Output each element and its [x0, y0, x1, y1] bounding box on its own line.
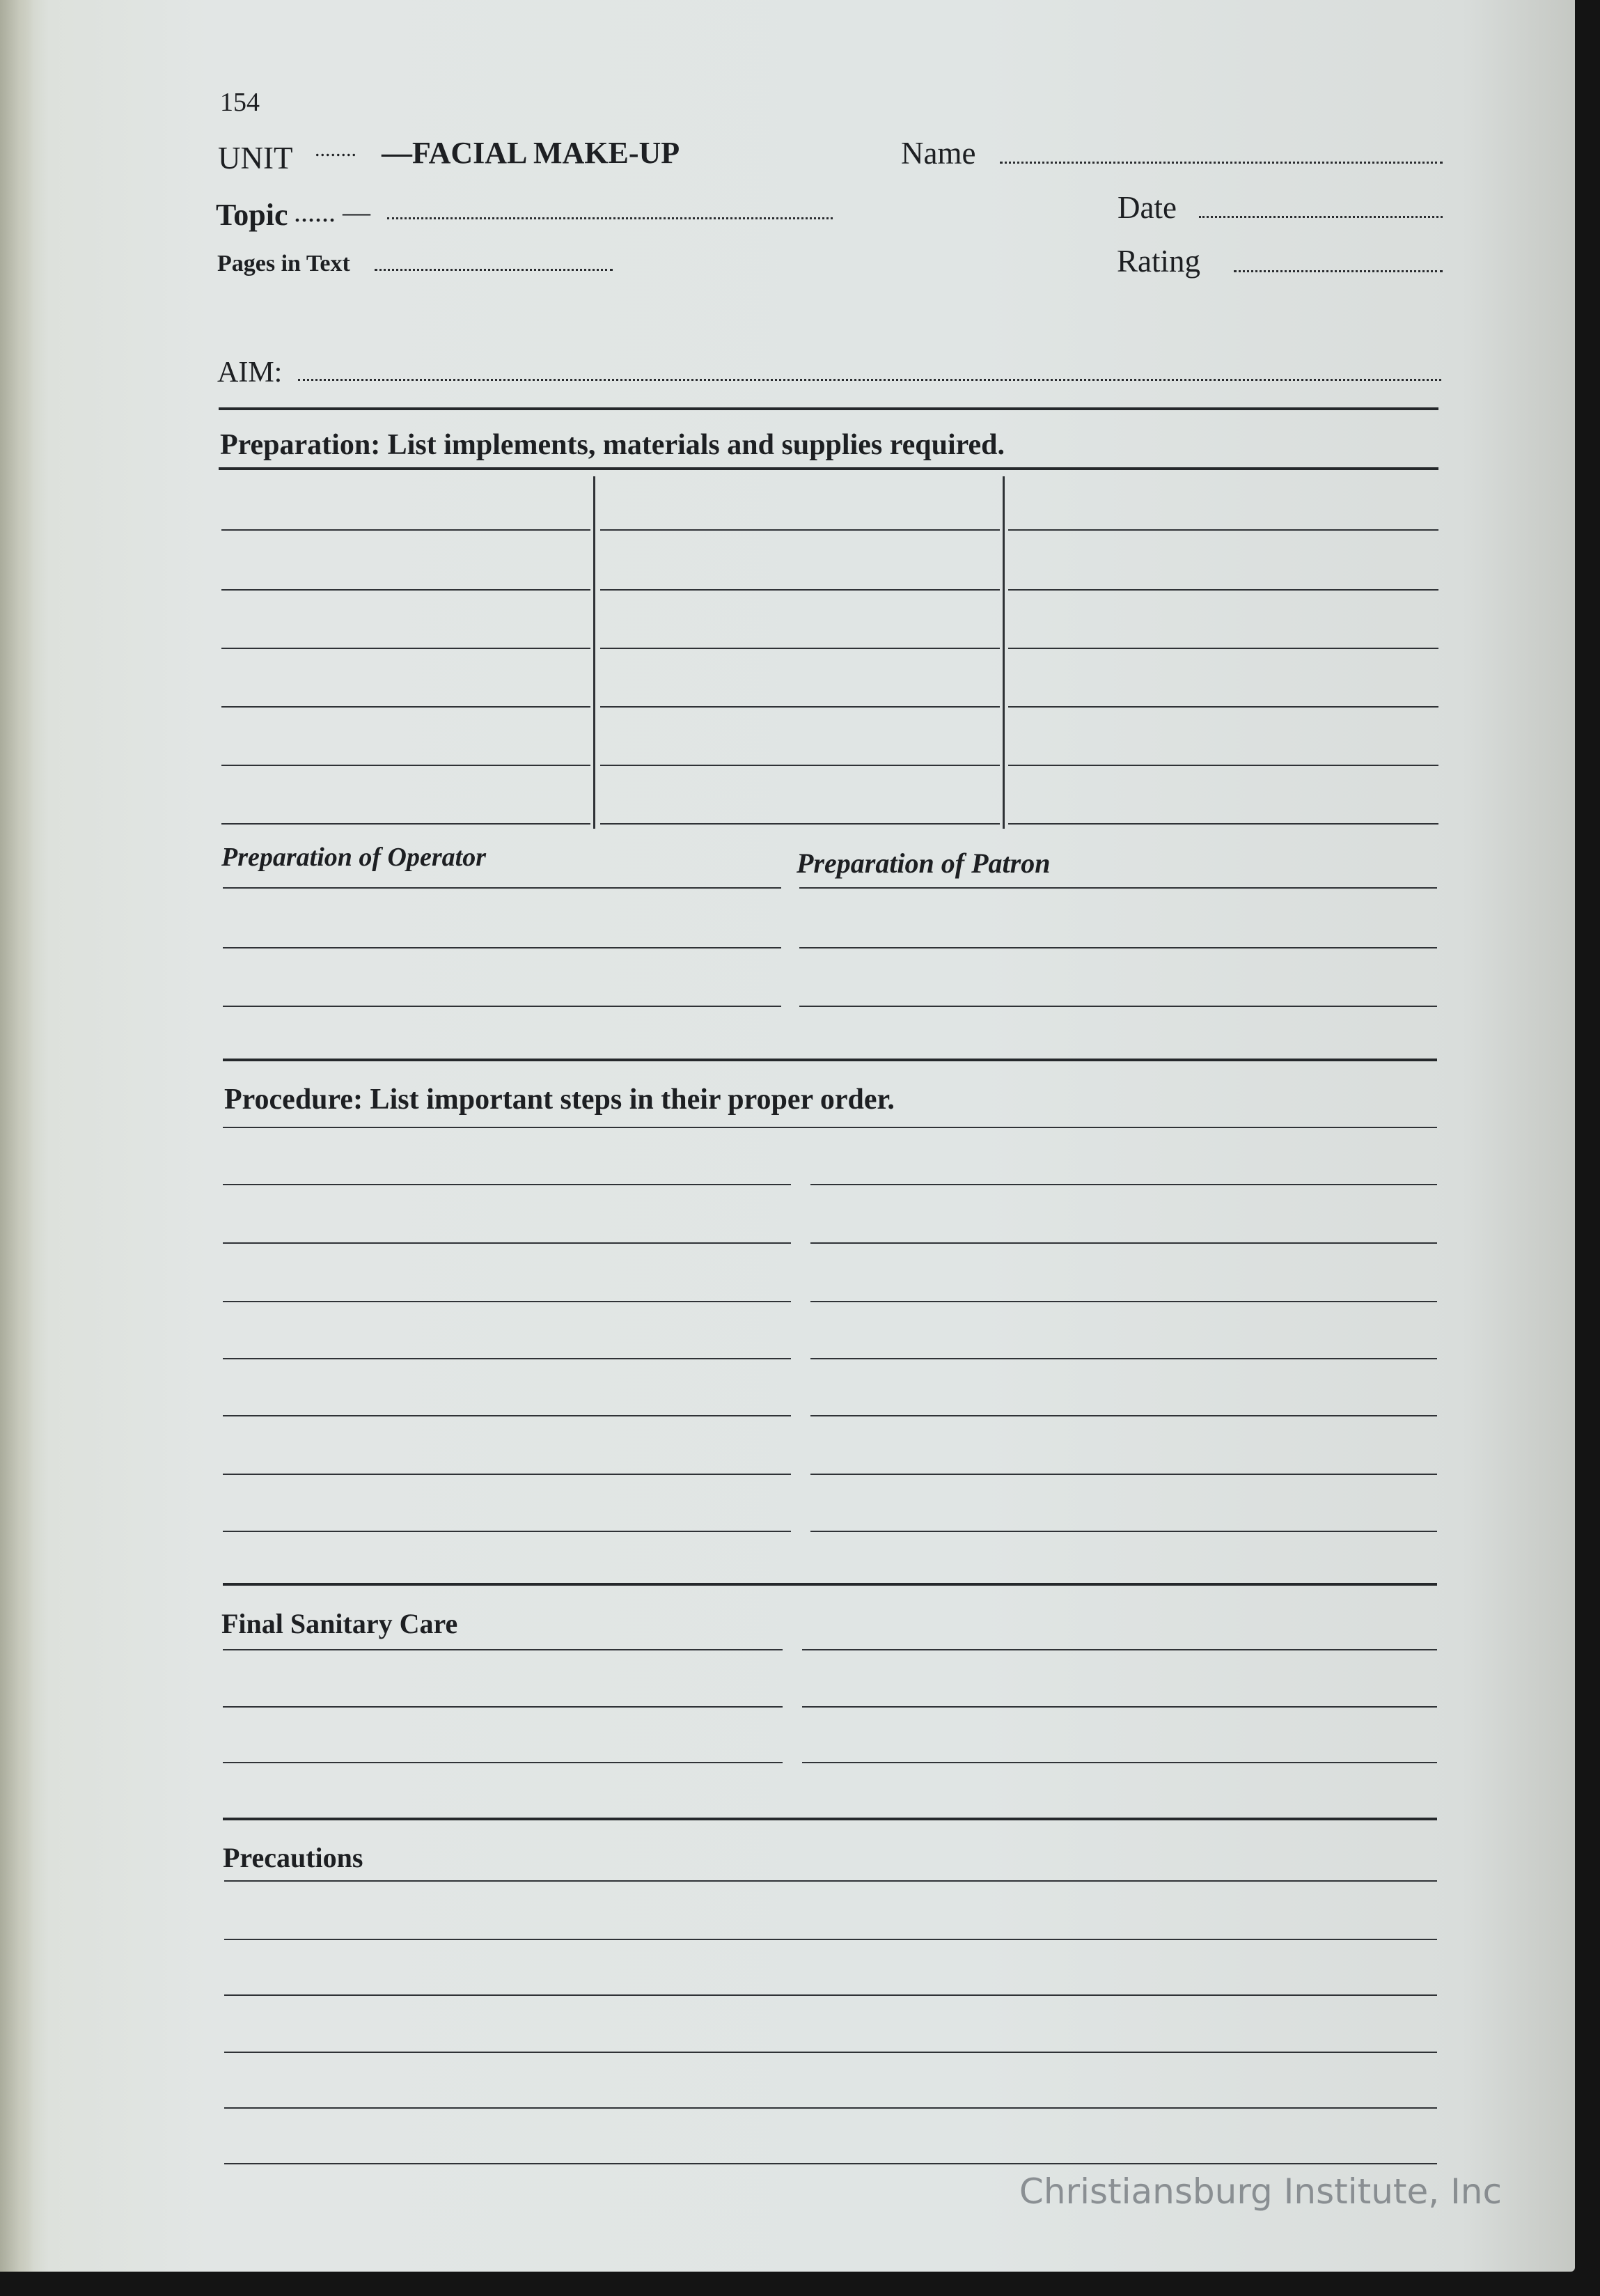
unit-label: UNIT	[218, 141, 293, 175]
date-label: Date	[1117, 190, 1177, 225]
pages-field-line[interactable]	[375, 269, 613, 271]
operator-patron-write-line[interactable]	[223, 947, 781, 948]
procedure-write-line[interactable]	[810, 1242, 1437, 1244]
procedure-write-line[interactable]	[223, 1474, 791, 1475]
preparation-write-line[interactable]	[221, 823, 590, 825]
procedure-write-line[interactable]	[223, 1415, 791, 1416]
preparation-write-line[interactable]	[1008, 823, 1438, 825]
preparation-rule	[219, 467, 1438, 470]
procedure-write-line[interactable]	[810, 1358, 1437, 1359]
page-number: 154	[220, 88, 260, 117]
aim-field-line[interactable]	[298, 379, 1441, 381]
unit-dots: ........	[315, 138, 356, 161]
operator-patron-write-line[interactable]	[799, 947, 1437, 948]
procedure-write-line[interactable]	[223, 1127, 1437, 1128]
rating-field-line[interactable]	[1234, 270, 1443, 272]
preparation-write-line[interactable]	[600, 765, 1000, 766]
preparation-write-line[interactable]	[600, 823, 1000, 825]
procedure-write-line[interactable]	[810, 1415, 1437, 1416]
name-label: Name	[901, 136, 976, 171]
preparation-write-line[interactable]	[221, 589, 590, 591]
preparation-write-line[interactable]	[221, 648, 590, 649]
procedure-rule	[223, 1583, 1437, 1586]
name-field-line[interactable]	[1000, 162, 1443, 164]
sanitary-write-line[interactable]	[223, 1762, 783, 1763]
sanitary-rule	[223, 1818, 1437, 1820]
preparation-write-line[interactable]	[600, 706, 1000, 708]
unit-title: —FACIAL MAKE-UP	[382, 136, 680, 170]
procedure-write-line[interactable]	[810, 1184, 1437, 1185]
preparation-write-line[interactable]	[600, 529, 1000, 531]
preparation-write-line[interactable]	[1008, 589, 1438, 591]
aim-rule	[219, 407, 1438, 410]
procedure-write-line[interactable]	[223, 1184, 791, 1185]
precautions-write-line[interactable]	[224, 2163, 1437, 2164]
prep-column-divider-1	[593, 476, 595, 829]
preparation-write-line[interactable]	[1008, 529, 1438, 531]
procedure-write-line[interactable]	[223, 1301, 791, 1302]
preparation-write-line[interactable]	[221, 765, 590, 766]
precautions-heading: Precautions	[223, 1842, 363, 1873]
aim-label: AIM:	[217, 357, 283, 389]
preparation-write-line[interactable]	[1008, 648, 1438, 649]
precautions-write-line[interactable]	[224, 1939, 1437, 1940]
operator-patron-write-line[interactable]	[799, 887, 1437, 889]
pages-in-text-label: Pages in Text	[217, 251, 350, 276]
precautions-write-line[interactable]	[224, 2107, 1437, 2109]
date-field-line[interactable]	[1199, 216, 1443, 218]
procedure-write-line[interactable]	[223, 1531, 791, 1532]
sanitary-write-line[interactable]	[223, 1649, 783, 1650]
sanitary-write-line[interactable]	[802, 1762, 1437, 1763]
precautions-write-line[interactable]	[224, 1880, 1437, 1882]
sanitary-heading: Final Sanitary Care	[221, 1608, 458, 1639]
sanitary-write-line[interactable]	[802, 1706, 1437, 1708]
procedure-write-line[interactable]	[223, 1358, 791, 1359]
procedure-heading: Procedure: List important steps in their proper order.	[224, 1084, 895, 1116]
topic-dash: ...... —	[294, 196, 370, 228]
preparation-write-line[interactable]	[1008, 706, 1438, 708]
procedure-write-line[interactable]	[810, 1531, 1437, 1532]
procedure-write-line[interactable]	[223, 1242, 791, 1244]
precautions-write-line[interactable]	[224, 2052, 1437, 2053]
precautions-write-line[interactable]	[224, 1994, 1437, 1996]
sanitary-write-line[interactable]	[223, 1706, 783, 1708]
operator-patron-write-line[interactable]	[223, 1006, 781, 1007]
preparation-write-line[interactable]	[600, 589, 1000, 591]
sanitary-write-line[interactable]	[802, 1649, 1437, 1650]
page-binding-edge	[0, 0, 33, 2272]
rating-label: Rating	[1117, 244, 1200, 279]
operator-heading: Preparation of Operator	[221, 843, 486, 872]
preparation-write-line[interactable]	[1008, 765, 1438, 766]
topic-label: Topic	[216, 198, 288, 232]
preparation-write-line[interactable]	[221, 529, 590, 531]
preparation-heading: Preparation: List implements, materials and supplies required.	[220, 429, 1005, 461]
procedure-write-line[interactable]	[810, 1474, 1437, 1475]
prep-column-divider-2	[1003, 476, 1005, 829]
topic-field-line[interactable]	[387, 217, 833, 219]
operator-patron-rule	[223, 1059, 1437, 1061]
procedure-write-line[interactable]	[810, 1301, 1437, 1302]
preparation-write-line[interactable]	[600, 648, 1000, 649]
operator-patron-write-line[interactable]	[223, 887, 781, 889]
preparation-write-line[interactable]	[221, 706, 590, 708]
patron-heading: Preparation of Patron	[797, 848, 1051, 879]
watermark: Christiansburg Institute, Inc	[1019, 2171, 1502, 2212]
operator-patron-write-line[interactable]	[799, 1006, 1437, 1007]
